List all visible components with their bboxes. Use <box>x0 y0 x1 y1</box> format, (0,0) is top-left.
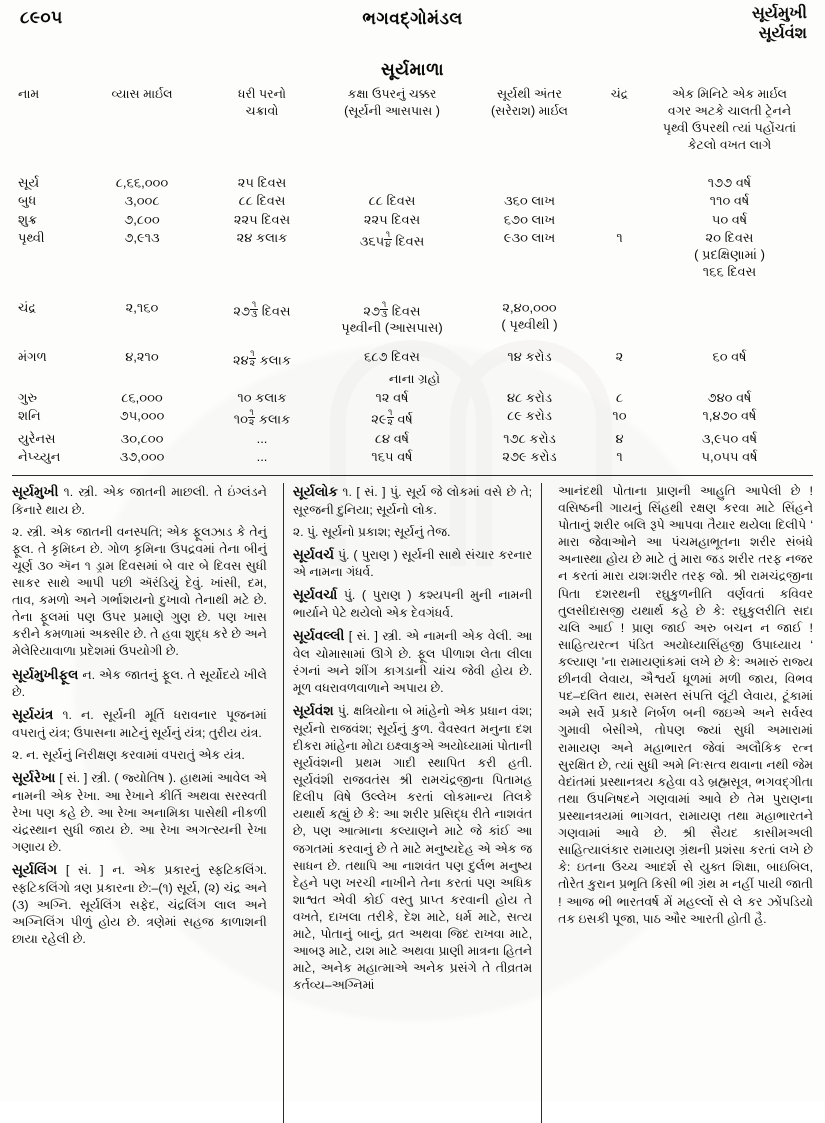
table-row <box>12 211 817 230</box>
cell-traveltime: ૩,૯૫૦ વર્ષ <box>701 430 758 446</box>
fraction: $\frac{૧}{૩}$ <box>381 299 388 319</box>
fraction: $\frac{૧}{૩}$ <box>251 299 258 319</box>
cell-orbit: ૩૬૫ $\frac{૧}{૪}$ દિવસ <box>359 229 425 249</box>
cell-name: બુધ <box>18 193 37 209</box>
cell-traveltime: ૧,૪૭૦ વર્ષ <box>702 408 757 424</box>
cell-rotation: ૨૫ દિવસ <box>237 174 287 190</box>
cell-moons: ૧ <box>616 449 623 465</box>
dictionary-entry <box>12 861 267 948</box>
col-header-traveltime: એક મિનિટે એક માર્ઇલ વગર અટકે ચાલતી ટ્રેનને પૃથ્વી ઉપરથી ત્યાં પહોંચતાં કેટલો વખત લાગે <box>662 87 797 152</box>
row-gap <box>12 281 817 299</box>
column-middle <box>283 483 542 1123</box>
fraction: $\frac{૧}{૨}$ <box>387 407 393 428</box>
entry-sense-number: ૧. <box>62 708 72 723</box>
traveltime-note: ( પ્રદક્ષિણામાં ) <box>694 247 765 262</box>
cell-distance: ૨૭૯ કરોડ <box>502 449 557 465</box>
dictionary-entry <box>12 706 267 742</box>
dictionary-entry <box>12 666 267 702</box>
table-row <box>12 174 817 193</box>
cell-diameter: ૭,૮૦૦ <box>124 211 160 227</box>
entry-sense-number: ન. <box>82 667 96 682</box>
cell-rotation: ૨૪ $\frac{૧}{૨}$ કલાક <box>233 348 291 368</box>
entry-headword: સૂર્યયંત્ર <box>12 707 54 723</box>
cell-diameter: ૩,૦૦૮ <box>124 193 160 209</box>
cell-rotation: ૧૦ $\frac{૧}{૨}$ કલાક <box>233 407 291 428</box>
cell-rotation: ... <box>256 449 268 465</box>
entry-headword: સૂર્યમુખી <box>12 483 59 499</box>
entry-sense-number: ૨. પું. <box>292 524 319 539</box>
entry-text: સ્ત્રી. એક જાતની વનસ્પતિ; એક ફૂલઝાડ કે તેનું ફૂલ. તે કૃમિઘ્ન છે. ગોળ કૃમિના ઉપદ્રવમાં તેના બીનું ચૂર્ણ ૩૦ ઍન ૧ ડ્રામ દિવસમાં બે વાર બે દિવસ સુધી સાકર સાથે આપી પછી ઍરંડિયું દેવું. ખાંસી, દમ, તાવ, કમળો અને ગર્ભાશયનો દુખાવો તેનાથી મટે છે. તેના ફૂલમાં પણ ઉપર પ્રમાણે ગુણ છે. પણ ખાસ કરીને કમળામાં અક્સીર છે. તે હવા શુદ્ધ કરે છે અને મેલેરિયાવાળા પ્રદેશમાં ઉપયોગી છે. <box>12 524 267 659</box>
entry-sense-number: પું. <box>337 547 350 562</box>
cell-rotation: ૧૦ કલાક <box>237 389 287 405</box>
cell-distance: ૬૭૦ લાખ <box>503 211 556 227</box>
distance-note: ( પૃથ્વીથી ) <box>501 316 558 332</box>
fraction: $\frac{૧}{૨}$ <box>249 348 255 368</box>
entry-text: એક પ્રકારનું સ્ફટિકલિંગ. સ્ફટિકલિંગો ત્રણ પ્રકારના છે:–(૧) સૂર્ય, (૨) ચંદ્ર અને (૩) અગ્નિ. સૂર્યલિંગ સફેદ, ચંદ્રલિંગ લાલ અને અગ્નિલિંગ પીળું હોય છે. ત્રણેમાં સહજ કાળાશની છાયા રહેલી છે. <box>12 863 267 947</box>
entry-text: એક જાતનું ફૂલ. તે સૂર્યોદયે ખીલે છે. <box>12 667 267 700</box>
cell-name: મંગળ <box>18 349 47 365</box>
cell-diameter: ૩૦,૮૦૦ <box>120 430 164 446</box>
cell-traveltime: ૫,૦૫૫ વર્ષ <box>701 449 758 465</box>
cell-name: ગુરુ <box>18 389 38 405</box>
cell-name: નેપ્ચ્યુન <box>18 449 61 465</box>
entry-sense-number: [ સં. ] સ્ત્રી. <box>59 771 111 786</box>
table-group-row <box>12 370 817 389</box>
solar-system-table <box>12 86 817 467</box>
entry-headword: સૂર્યમુખીફૂલ <box>12 666 79 682</box>
cell-orbit <box>322 174 462 193</box>
cell-diameter: ૭,૯૧૩ <box>124 230 160 246</box>
cell-orbit: ૮૮ દિવસ <box>368 193 416 209</box>
dictionary-entry <box>12 769 267 856</box>
cell-rotation: ૨૭ $\frac{૧}{૩}$ દિવસ <box>233 299 291 319</box>
dictionary-entry <box>12 483 267 519</box>
col-header-rotation: ધરી પરનો ચક્રાવો <box>237 87 287 118</box>
entry-headword: સૂર્યવર્ચા <box>292 587 338 603</box>
entry-text: એ નામની એક વેલી. આ વેલ ચોમાસામાં ઊગે છે. ફૂલ પીળાશ લેતા લીલા રંગનાં અને શીંગ કાગડાની ચાંચ જેવી હોય છે. મૂળ વધરાવળવાળાને અપાય છે. <box>292 629 533 696</box>
cell-orbit: ૮૪ વર્ષ <box>374 430 410 446</box>
cell-traveltime: ૧૭૭ વર્ષ <box>707 174 752 190</box>
entry-sense-number: [ સં. ] ન. <box>65 863 125 878</box>
cell-diameter: ૮૬,૦૦૦ <box>121 389 163 405</box>
dictionary-entry <box>293 586 532 622</box>
guide-word-top: સૂર્યમુખી <box>751 5 807 22</box>
dictionary-entry <box>293 546 532 582</box>
cell-traveltime: ૫૦ વર્ષ <box>711 211 748 227</box>
dictionary-entry <box>293 483 532 519</box>
cell-distance: ૪૮ કરોડ <box>506 389 553 405</box>
header-gap <box>12 156 817 174</box>
entry-sense-number: પું. <box>343 588 356 603</box>
entry-sense-number: ૧. <box>63 484 74 499</box>
table-row <box>12 407 817 429</box>
cell-distance: ૨,૪૦,૦૦૦ ( પૃથ્વીથી ) <box>462 299 597 338</box>
cell-name: પૃથ્વી <box>18 230 45 246</box>
cell-name: સૂર્ય <box>18 174 40 190</box>
dictionary-entry <box>12 524 267 661</box>
guide-word-bottom: સૂર્યવંશ <box>758 25 807 43</box>
cell-name: યુરેનસ <box>18 430 56 446</box>
cell-orbit: ૨૨૫ દિવસ <box>363 211 421 227</box>
dictionary-entry <box>293 524 532 541</box>
cell-moons: ૧ <box>616 230 623 246</box>
entry-headword: સૂર્યરેખા <box>12 770 56 786</box>
cell-distance: ૧૭૮ કરોડ <box>503 430 556 446</box>
cell-moons <box>597 211 642 230</box>
cell-orbit: ૨૯ $\frac{૧}{૨}$ વર્ષ <box>371 407 413 428</box>
table-row <box>12 299 817 338</box>
cell-distance: ૧૪ કરોડ <box>507 349 552 365</box>
cell-traveltime: ૬૦ વર્ષ <box>712 349 747 365</box>
cell-orbit: ૬૮૭ દિવસ <box>364 349 420 365</box>
entry-text: ક્ષત્રિયોના બે માંહેનો એક પ્રધાન વંશ; સૂર્યનો રાજવંશ; સૂર્યનું કુળ. વૈવસ્વત મનુના દશ દીકરા માંહેના મોટા ઇક્ષ્વાકુએ અયોધ્યામાં પોતાની સૂર્યવંશની પ્રથમ ગાદી સ્થાપિત કરી હતી. સૂર્યવંશી રાજવતંસ શ્રી રામચંદ્રજીના પિતામહ દિલીપ વિષે ઉલ્લેખ કરતાં લોકમાન્ય તિલકે યથાર્થ કહ્યું છે કે: આ શરીર પ્રસિદ્ધ રીતે નાશવંત છે, પણ આત્માના કલ્યાણને માટે જે કાંઈ આ જગતમાં કરવાનું છે તે માટે મનુષ્યદેહ એ એક જ સાધન છે. તથાપિ આ નાશવંત પણ દુર્લભ મનુષ્ય દેહને પણ ખરચી નાખીને તેના કરતાં પણ અધિક શાશ્વત એવી કોઈ વસ્તુ પ્રાપ્ત કરવાની હોય તે વખતે, દાખલા તરીકે, દેશ માટે, ધર્મ માટે, સત્ય માટે, પોતાનું બાનું, વ્રત અથવા જિદ રાખવા માટે, આબરૂ માટે, યશ માટે અથવા પ્રાણી માત્રના હિતને માટે, અનેક મહાત્માએ અનેક પ્રસંગે તે તીવ્રતમ કર્તવ્ય–અગ્નિમાં <box>292 704 533 993</box>
entry-text: સૂર્યનો પ્રકાશ; સૂર્યનું તેજ. <box>318 524 451 539</box>
fraction: $\frac{૧}{૨}$ <box>248 407 255 428</box>
dictionary-entry <box>293 702 532 994</box>
cell-diameter: ૪,૨૧૦ <box>125 349 159 365</box>
entry-text: ( પુરાણ ) સૂર્યની સાથે સંચાર કરનાર એ નામના ગંધર્વ. <box>292 547 533 580</box>
cell-rotation: ... <box>256 430 268 446</box>
cell-traveltime: ૧૧૦ વર્ષ <box>709 193 750 209</box>
table-row <box>12 430 817 449</box>
cell-moons: ૪ <box>615 430 624 446</box>
cell-moons: ૧૦ <box>612 408 627 424</box>
entry-text: ન. સૂર્યની મૂર્તિ ધરાવનાર પૂજનમાં વપરાતું યંત્ર; ઉપાસના માટેનું સૂર્યનું યંત્ર; તુરીય યંત્ર. <box>12 708 267 740</box>
col-header-moons: ચંદ્ર <box>610 87 629 101</box>
cell-moons <box>597 174 642 193</box>
entry-sense-number: ૨. <box>12 524 23 539</box>
cell-distance <box>462 174 597 193</box>
col-header-diameter: વ્યાસ માર્ઇલ <box>111 87 173 101</box>
continuation-paragraph: આનંદથી પોતાના પ્રાણની આહુતિ આપેલી છે ! વસિષ્ઠની ગાયનું સિંહથી રક્ષણ કરવા માટે સિંહને પોતાનું શરીર બલિ રૂપે આપવા તૈયાર થયેલા દિલીપે ‘ મારા જેવાઓને આ પંચમહાભૂતના શરીર સંબંધે અનાસ્થા હોય છે માટે તું મારા જડ શરીર તરફ નજર ન કરતાં મારા યશઃશરીર તરફ જો. શ્રી રામચંદ્રજીના પિતા દશરથની રઘુકુળનીતિ વર્ણવતાં કવિવર તુલસીદાસજી યથાર્થ કહે છે કે: રઘુકુલરીતિ સદા ચલિ આઈ ! પ્રાણ જાઈ અરુ બચન ન જાઈ ! સાહિત્યરત્ન પંડિત અયોધ્યાસિંહજી ઉપાધ્યાય ‘ કલ્યાણ ’ના રામાયણાંકમાં લખે છે કે: અમારું રાજ્ય છીનવી લેવાય, ઐશ્વર્ય ધૂળમાં મળી જાય, વિભવ પદ–દલિત થાય, સમસ્ત સંપત્તિ લૂંટી લેવાય, ટૂંકામાં અમે સર્વે પ્રકારે નિર્બળ બની જઇએ અને સર્વસ્વ ગુમાવી બેસીએ, તોપણ જ્યાં સુધી અમારામાં રામાયણ અને મહાભારત જેવાં અલૌકિક રત્ન સુરક્ષિત છે, ત્યાં સુધી અમે નિઃસત્વ થવાના નથી જેમ વેદાંતમાં પ્રસ્થાનત્રય કહેવા વડે બ્રહ્મસૂત્ર, ભગવદ્ગીતા તથા ઉપનિષદને ગણવામાં આવે છે તેમ પુરાણના પ્રસ્થાનત્રયમાં ભાગવત, રામાયણ તથા મહાભારતને ગણવામાં આવે છે. શ્રી સૈયદ કાસીમઅલી સાહિત્યાલંકાર રામાયણ ગ્રંથની પ્રશંસા કરતાં લખે છે કે: ઇતના ઉચ્ચ આદર્શ સે યુક્ત શિક્ષા, બાઇબિલ, તોરેત કુરાન પ્રભૃતિ કિસી ભી ગ્રંથ મ નહીં પાયી જાતી ! આજ ભી ભારતવર્ષ મેં મહલ્લોં સે લે કર ઝોંપડિયો તક ઇસકી પૂજા, પાઠ ઔર આરતી હોતી હૈ. <box>558 483 813 926</box>
cell-diameter: ૮,૬૬,૦૦૦ <box>115 174 169 190</box>
dictionary-entry <box>12 747 267 764</box>
cell-traveltime <box>642 299 817 338</box>
cell-diameter: ૭૫,૦૦૦ <box>119 408 165 424</box>
entry-sense-number: પું. <box>337 704 350 719</box>
cell-rotation: ૨૨૫ દિવસ <box>233 211 291 227</box>
cell-distance: ૩૬૦ લાખ <box>503 193 556 209</box>
entry-headword: સૂર્યવર્ચ <box>292 546 335 562</box>
horizontal-rule <box>12 475 813 476</box>
col-header-name: નામ <box>18 87 40 101</box>
entry-text: ( જ્યોતિષ ). હાથમાં આવેલ એ નામની એક રેખા. આ રેખાને કીર્તિ અથવા સરસ્વતી રેખા પણ કહે છે. આ રેખા અનામિકા પાસેથી નીકળી ચંદ્રસ્થાન સુધી જાય છે. આ રેખા અગત્સ્યની રેખા ગણાય છે. <box>12 771 267 855</box>
table-title: સૂર્યમાળા <box>381 60 444 79</box>
column-right <box>554 483 813 1123</box>
cell-orbit: ૧૨ વર્ષ <box>375 389 409 405</box>
entry-text: સૂર્ય જે લોકમાં વસે છે તે; સૂરજની દુનિયા; સૂર્યનો લોક. <box>292 484 533 517</box>
guide-words <box>752 4 807 45</box>
traveltime-note-2: ૧૬૬ દિવસ <box>702 263 757 279</box>
cell-distance: ૮૯ કરોડ <box>507 408 552 424</box>
cell-traveltime: ૭૪૦ વર્ષ <box>707 389 752 405</box>
cell-moons: ૮ <box>615 389 624 405</box>
table-row <box>12 229 817 281</box>
running-head <box>12 0 813 56</box>
cell-diameter: ૨,૧૬૦ <box>125 300 159 316</box>
cell-traveltime: ૨૦ દિવસ ( પ્રદક્ષિણામાં ) ૧૬૬ દિવસ <box>642 229 817 281</box>
entry-headword: સૂર્યલિંગ <box>12 862 58 878</box>
cell-name: શનિ <box>18 408 41 424</box>
col-header-distance: સૂર્યથી અંતર (સરેરાશ) માર્ઇલ <box>491 87 568 118</box>
entry-headword: સૂર્યલોક <box>292 483 338 499</box>
cell-name: શુક્ર <box>18 211 38 227</box>
table-row <box>12 348 817 370</box>
cell-distance: ૯૩૦ લાખ <box>503 230 556 246</box>
row-gap <box>12 338 817 348</box>
cell-orbit: ૧૬૫ વર્ષ <box>371 449 413 465</box>
cell-rotation: ૨૪ કલાક <box>236 230 288 246</box>
entry-sense-number: [ સં. ] સ્ત્રી. <box>348 629 402 644</box>
cell-moons: ૨ <box>615 349 624 365</box>
entry-headword: સૂર્યવલ્લી <box>292 628 345 644</box>
orbit-note: પૃથ્વીની (આસપાસ) <box>341 320 443 336</box>
cell-moons <box>597 299 642 338</box>
entry-headword: સૂર્યવંશ <box>292 703 334 719</box>
fraction: $\frac{૧}{૪}$ <box>385 229 391 249</box>
col-header-orbit: કક્ષા ઉપરનું ચક્કર (સૂર્યની આસપાસ ) <box>344 87 440 118</box>
dictionary-entry <box>293 627 532 697</box>
cell-orbit: ૨૭ $\frac{૧}{૩}$ દિવસ પૃથ્વીની (આસપાસ) <box>322 299 462 338</box>
table-row <box>12 192 817 211</box>
page-number: ૮૯૦૫ <box>20 8 63 27</box>
cell-name: ચંદ્ર <box>18 300 37 316</box>
entry-text: ( પુરાણ ) કશ્યપની મુની નામની ભાર્યાને પેટે થયેલો એક દેવગંધર્વ. <box>292 588 533 621</box>
cell-rotation: ૮૮ દિવસ <box>238 193 286 209</box>
entry-text: સ્ત્રી. એક જાતની માછલી. તે ઇંગ્લંડને કિનારે થાય છે. <box>12 484 267 517</box>
table-row <box>12 448 817 467</box>
table-row <box>12 389 817 408</box>
entry-text: ન. સૂર્યનું નિરીક્ષણ કરવામાં વપરાતું એક યંત્ર. <box>22 747 245 762</box>
entry-sense-number: ૨. <box>12 747 23 762</box>
entry-sense-number: ૧. [ સં. ] પું. <box>342 484 402 499</box>
cell-diameter: ૩૭,૦૦૦ <box>119 449 165 465</box>
column-left <box>12 483 271 1123</box>
book-title: ભગવદ્ગોમંડલ <box>362 9 463 28</box>
group-label: નાના ગ્રહો <box>388 371 441 387</box>
text-columns <box>12 483 813 1123</box>
cell-moons <box>597 192 642 211</box>
table-header-row <box>12 86 817 156</box>
